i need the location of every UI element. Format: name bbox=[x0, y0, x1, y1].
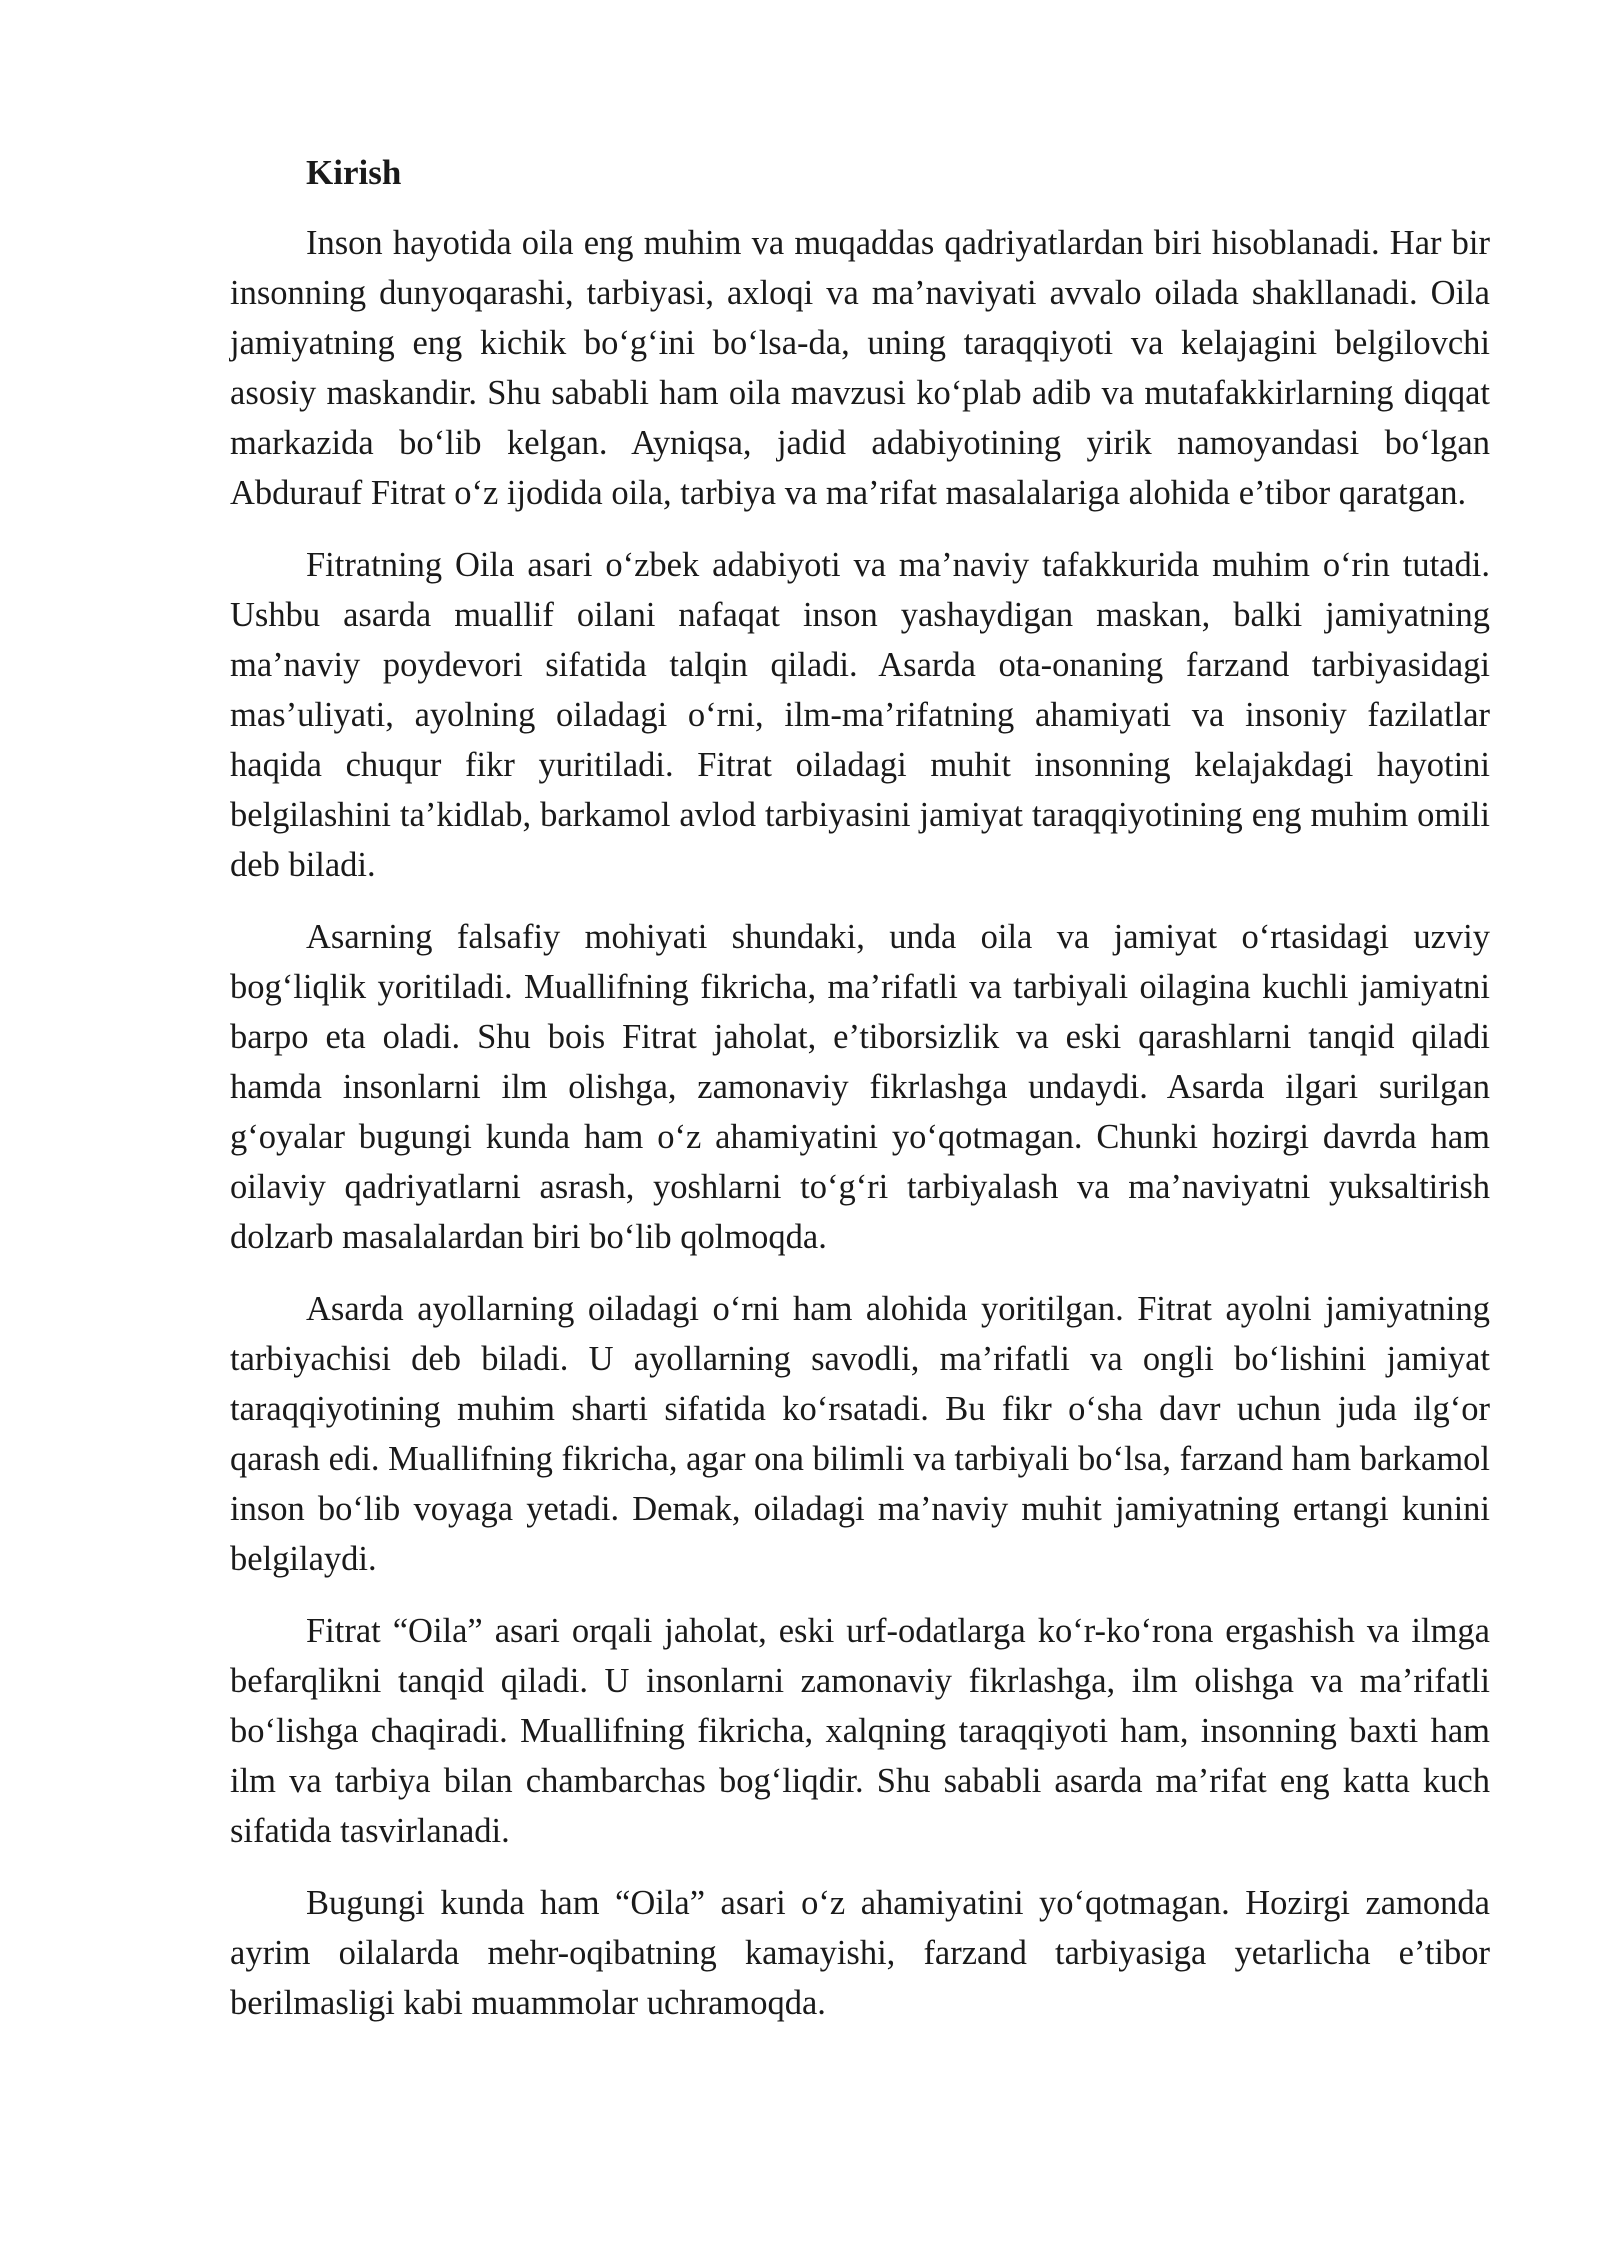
document-page bbox=[230, 148, 1490, 2050]
paragraph-5: Fitrat “Oila” asari orqali jaholat, eski urf-odatlarga ko‘r-ko‘rona ergashish va ilmga befarqlikni tanqid qiladi. U insonlarni zamonaviy fikrlashga, ilm olishga va ma’rifatli bo‘lishga chaqiradi. Muallifning fikricha, xalqning taraqqiyoti ham, insonning baxti ham ilm va tarbiya bilan chambarchas bog‘liqdir. Shu sababli asarda ma’rifat eng katta kuch sifatida tasvirlanadi. bbox=[230, 1612, 1490, 1850]
paragraph-6: Bugungi kunda ham “Oila” asari o‘z ahamiyatini yo‘qotmagan. Hozirgi zamonda ayrim oilalarda mehr-oqibatning kamayishi, farzand tarbiyasiga yetarlicha e’tibor berilmasligi kabi muammolar uchramoqda. bbox=[230, 1884, 1490, 2022]
paragraph-2: Fitratning Oila asari o‘zbek adabiyoti va ma’naviy tafakkurida muhim o‘rin tutadi. Ushbu asarda muallif oilani nafaqat inson yashaydigan maskan, balki jamiyatning ma’naviy poydevori sifatida talqin qiladi. Asarda ota-onaning farzand tarbiyasidagi mas’uliyati, ayolning oiladagi o‘rni, ilm-ma’rifatning ahamiyati va insoniy fazilatlar haqida chuqur fikr yuritiladi. Fitrat oiladagi muhit insonning kelajakdagi hayotini belgilashini ta’kidlab, barkamol avlod tarbiyasini jamiyat taraqqiyotining eng muhim omili deb biladi. bbox=[230, 546, 1490, 884]
paragraph-3: Asarning falsafiy mohiyati shundaki, unda oila va jamiyat o‘rtasidagi uzviy bog‘liqlik yoritiladi. Muallifning fikricha, ma’rifatli va tarbiyali oilagina kuchli jamiyatni barpo eta oladi. Shu bois Fitrat jaholat, e’tiborsizlik va eski qarashlarni tanqid qiladi hamda insonlarni ilm olishga, zamonaviy fikrlashga undaydi. Asarda ilgari surilgan g‘oyalar bugungi kunda ham o‘z ahamiyatini yo‘qotmagan. Chunki hozirgi davrda ham oilaviy qadriyatlarni asrash, yoshlarni to‘g‘ri tarbiyalash va ma’naviyatni yuksaltirish dolzarb masalalardan biri bo‘lib qolmoqda. bbox=[230, 918, 1490, 1256]
section-heading: Kirish bbox=[306, 153, 402, 192]
paragraph-4: Asarda ayollarning oiladagi o‘rni ham alohida yoritilgan. Fitrat ayolni jamiyatning tarbiyachisi deb biladi. U ayollarning savodli, ma’rifatli va ongli bo‘lishini jamiyat taraqqiyotining muhim sharti sifatida ko‘rsatadi. Bu fikr o‘sha davr uchun juda ilg‘or qarash edi. Muallifning fikricha, agar ona bilimli va tarbiyali bo‘lsa, farzand ham barkamol inson bo‘lib voyaga yetadi. Demak, oiladagi ma’naviy muhit jamiyatning ertangi kunini belgilaydi. bbox=[230, 1290, 1490, 1578]
paragraph-1: Inson hayotida oila eng muhim va muqaddas qadriyatlardan biri hisoblanadi. Har bir insonning dunyoqarashi, tarbiyasi, axloqi va ma’naviyati avvalo oilada shakllanadi. Oila jamiyatning eng kichik bo‘g‘ini bo‘lsa-da, uning taraqqiyoti va kelajagini belgilovchi asosiy maskandir. Shu sababli ham oila mavzusi ko‘plab adib va mutafakkirlarning diqqat markazida bo‘lib kelgan. Ayniqsa, jadid adabiyotining yirik namoyandasi bo‘lgan Abdurauf Fitrat o‘z ijodida oila, tarbiya va ma’rifat masalalariga alohida e’tibor qaratgan. bbox=[230, 224, 1490, 512]
